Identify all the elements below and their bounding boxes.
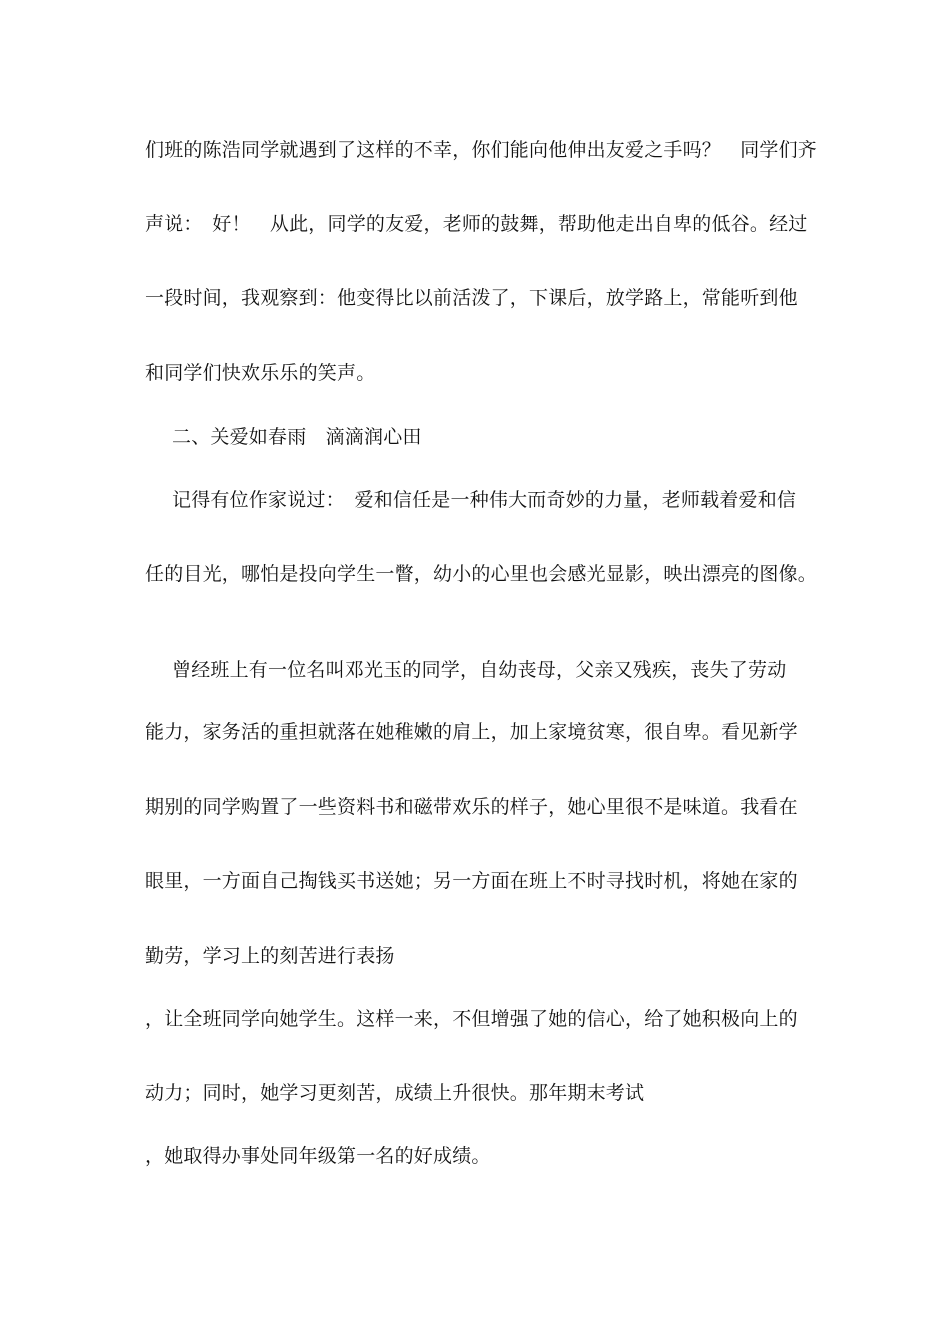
paragraph-line: 一段时间，我观察到：他变得比以前活泼了，下课后，放学路上，常能听到他	[145, 287, 798, 309]
paragraph-line: 和同学们快欢乐乐的笑声。	[145, 362, 376, 384]
paragraph-line: 声说： 好！ 从此，同学的友爱，老师的鼓舞，帮助他走出自卑的低谷。经过	[145, 213, 808, 235]
paragraph-line: ，让全班同学向她学生。这样一来，不但增强了她的信心，给了她积极向上的	[145, 1008, 798, 1030]
paragraph-line: 任的目光，哪怕是投向学生一瞥，幼小的心里也会感光显影，映出漂亮的图像。	[145, 563, 818, 585]
paragraph-line: 期别的同学购置了一些资料书和磁带欢乐的样子，她心里很不是味道。我看在	[145, 796, 798, 818]
paragraph-line: 勤劳，学习上的刻苦进行表扬	[145, 945, 395, 967]
paragraph-line: 眼里，一方面自己掏钱买书送她；另一方面在班上不时寻找时机，将她在家的	[145, 870, 798, 892]
section-heading: 二、关爱如春雨 滴滴润心田	[172, 426, 422, 448]
paragraph-line: 们班的陈浩同学就遇到了这样的不幸，你们能向他伸出友爱之手吗？ 同学们齐	[145, 139, 818, 161]
paragraph-line: 曾经班上有一位名叫邓光玉的同学，自幼丧母，父亲又残疾，丧失了劳动	[172, 659, 787, 681]
paragraph-line: 记得有位作家说过： 爱和信任是一种伟大而奇妙的力量，老师载着爱和信	[172, 489, 797, 511]
paragraph-line: 动力；同时，她学习更刻苦，成绩上升很快。那年期末考试	[145, 1082, 645, 1104]
paragraph-line: 能力，家务活的重担就落在她稚嫩的肩上，加上家境贫寒，很自卑。看见新学	[145, 721, 798, 743]
paragraph-line: ，她取得办事处同年级第一名的好成绩。	[145, 1145, 491, 1167]
